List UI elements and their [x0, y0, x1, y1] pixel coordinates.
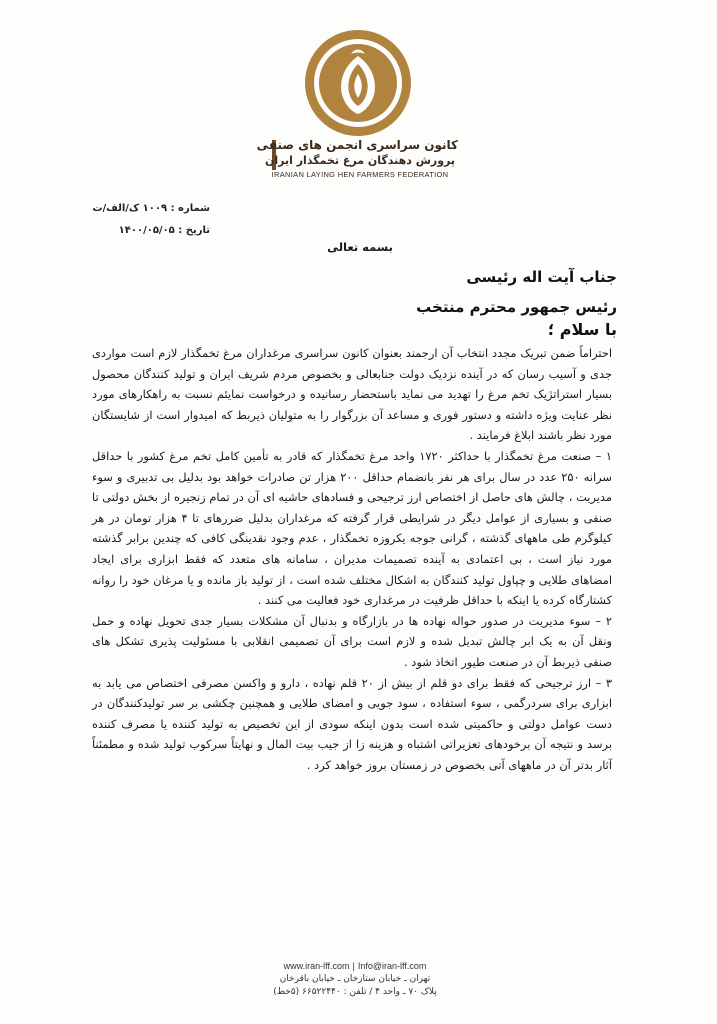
body-paragraph-1: ۱ – صنعت مرغ تخمگذار با حداکثر ۱۷۲۰ واحد مرغ تخمگذار که قادر به تأمین کامل تخم مرغ کشور با حداقل سرانه ۲۵۰ عدد در سال برای هر نفر بانضمام حداقل ۲۰۰ هزار تن صادرات خواهد بود بدلیل بی تدبیری و سوء مدیریت ، چالش های حاصل از اختصاص ارز ترجیحی و فسادهای حاشیه ای آن در تمام زنجیره از بخش دولتی تا صنفی و بسیاری از عوامل دیگر در شرایطی قرار گرفته که مرغداران بدلیل ضررهای تا ۴ هزار تومان در هر کیلوگرم طی ماههای گذشته ، گرانی جوجه یکروزه تخمگذار ، عدم وجود نقدینگی کافی که چندین برابر گذشته مورد نیاز است ، بی اعتمادی به آینده تصمیمات مدیران ، سامانه های متعدد که فقط ابزاری برای ایجاد امضاهای طلایی و چپاول تولید کنندگان به اشکال مختلف شده است ، از تولید باز مانده و یا مرغان خود را روانه کشتارگاه کرده یا اینکه با حداقل ظرفیت در مرغداری خود فعالیت می کنند . [92, 448, 613, 608]
addressee-block [317, 262, 617, 322]
reference-date-label: تاریخ : [178, 225, 210, 236]
letter-body [92, 343, 612, 775]
reference-number-label: شماره : [170, 203, 210, 214]
addressee-line2: رئیس جمهور محترم منتخب [416, 298, 617, 316]
footer-address-line1: تهران ـ خیابان ستارخان ـ خیابان باقرخان [279, 974, 431, 984]
body-paragraph-2: ۲ – سوء مدیریت در صدور حواله نهاده ها در بازارگاه و بدنبال آن مشکلات بسیار جدی تحویل نهاده و حمل ونقل آن به یک ابر چالش تبدیل شده و لازم است برای آن تصمیمی انقلابی با مسئولیت پذیری تشکل های صنفی ذیربط آن در صنعت طیور اتخاذ شود . [92, 613, 612, 669]
letter-footer [220, 960, 490, 999]
footer-website-link[interactable]: www.iran-lff.com [283, 961, 350, 971]
organization-name-line1: کانون سراسری انجمن های صنفی [256, 138, 458, 152]
footer-contact [220, 960, 490, 973]
letter-reference [90, 198, 210, 242]
reference-number-value: ۱۰۰۹ ک/الف/ت [92, 203, 168, 214]
body-paragraph-intro: احتراماً ضمن تبریک مجدد انتخاب آن ارجمند بعنوان کانون سراسری مرغداران مرغ تخمگذار لازم است مواردی جدی و آسیب رسان که در آینده نزدیک دولت جنابعالی و بخصوص مردم شریف ایران و تولید کنندگان محصول بسیار استراتژیک تخم مرغ را تهدید می نماید باستحضار رسانیده و درخواست نمایئم نسبت به راهکارهای مورد نظر عنایت ویژه داشته و دستور فوری و مساعد آن بزرگوار را به متولیان ذیربط که امیدوار است از شایستگان مورد نظر باشند ابلاغ فرمایند . [92, 346, 612, 443]
organization-name [256, 138, 458, 168]
addressee-line1: جناب آیت اله رئیسی [466, 268, 617, 286]
bismillah-heading: بسمه تعالی [327, 240, 393, 254]
federation-logo-icon [303, 28, 413, 138]
footer-email-link[interactable]: Info@iran-lff.com [357, 961, 427, 971]
greeting: با سلام ؛ [547, 320, 617, 339]
body-paragraph-3: ۳ – ارز ترجیحی که فقط برای دو قلم از بیش از ۲۰ قلم نهاده ، دارو و واکسن مصرفی اختصاص می یابد به ابزاری برای سردرگمی ، سوء استفاده ، سود جویی و امضای طلایی و همچنین چکشی بر سر تولیدکنندگان در دست عوامل دولتی و حاکمیتی شده است بدون اینکه سودی از این تخصیص به تولید کننده یا مصرف کننده برسد و نتیجه آن برخودهای تعزیراتی اشتباه و هزینه زا از جیب بیت المال و نهایتاً سرکوب تولید شده و مطمئناً آثار بدتر آن در ماههای آتی بخصوص در زمستان بروز خواهد کرد . [92, 675, 612, 772]
footer-address-line2: پلاک ۷۰ ـ واحد ۴ / تلفن : ۶۶۵۲۲۴۴۰ (۵خط) [273, 987, 437, 997]
footer-separator: | [352, 961, 355, 971]
organization-name-english: IRANIAN LAYING HEN FARMERS FEDERATION [271, 170, 449, 179]
organization-name-line2: پرورش دهندگان مرغ تخمگذار ایران [264, 154, 456, 167]
reference-date-value: ۱۴۰۰/۰۵/۰۵ [118, 225, 175, 236]
reference-date-row [90, 220, 210, 242]
reference-number-row [90, 198, 210, 220]
